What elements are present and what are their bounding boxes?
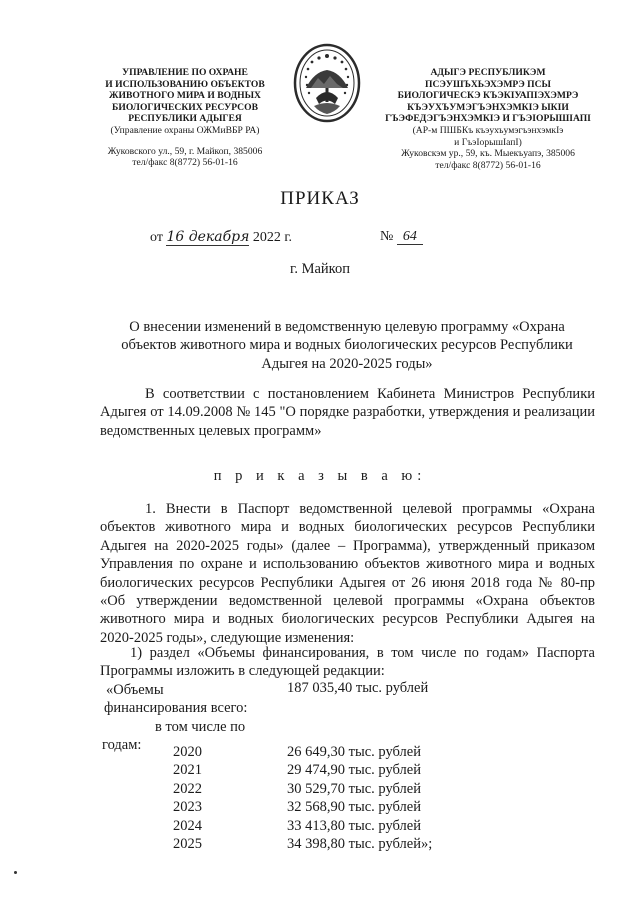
header-left-line: ЖИВОТНОГО МИРА И ВОДНЫХ [109,90,261,102]
order-number [380,229,423,245]
year-label: 2021 [173,762,202,779]
date-suffix: 2022 г. [252,230,293,245]
header-left-line: И ИСПОЛЬЗОВАНИЮ ОБЪЕКТОВ [105,78,265,90]
financing-year-row [100,744,500,762]
order-word: п р и к а з ы в а ю: [213,468,427,484]
year-value: 30 529,70 тыс. рублей [287,780,421,797]
header-right-line: КЪЭУХЪУМЭГЪЭНХЭМКIЭ ЫКIИ [407,101,569,113]
number-handwritten: 64 [397,229,423,245]
order-date [150,229,292,246]
header-right-phone: тел/факс 8(8772) 56-01-16 [435,159,541,171]
republic-emblem-icon [292,42,362,124]
financing-label-line: «Объемы [106,682,164,698]
header-right-short-name: (АР-м ПШБКъ къэухъумэгъэнхэмкIэ [412,124,564,136]
year-value: 33 413,80 тыс. рублей [287,817,421,834]
header-left-line: УПРАВЛЕНИЕ ПО ОХРАНЕ [122,67,248,78]
year-label: 2025 [173,836,202,852]
financing-label-line: в том числе по [155,718,246,735]
header-left-phone: тел/факс 8(8772) 56-01-16 [132,157,238,169]
header-left-line: БИОЛОГИЧЕСКИХ РЕСУРСОВ [112,101,258,113]
financing-year-row [100,799,500,817]
header-right-line: ПСЭУШЪХЬЭХЭМРЭ ПСЫ [425,78,551,90]
header-right-block [378,67,598,171]
financing-year-row [100,818,500,836]
preamble-paragraph: В соответствии с постановлением Кабинета Министров Республики Адыгея от 14.09.2008 № 145 "О порядке разработки, утверждения и реализации ведомственных целевых программ» [100,386,595,439]
document-title: ПРИКАЗ [280,188,360,209]
financing-label-line: годам: [102,737,142,754]
header-right-line: АДЫГЭ РЕСПУБЛИКЭМ [430,67,546,78]
year-label: 2023 [173,799,202,816]
header-right-address: Жуковскэм ур., 59, къ. Мыекъуапэ, 385006 [401,148,575,160]
date-handwritten: 16 декабря [166,229,250,245]
header-left-block [80,67,290,169]
scan-speck [14,871,17,874]
date-prefix: от [150,230,163,245]
year-label: 2022 [173,780,202,797]
header-right-line: БИОЛОГИЧЕСКЭ КЪЭКIУАПIЭХЭМРЭ [397,90,579,102]
year-value: 26 649,30 тыс. рублей [287,744,421,760]
header-left-address: Жуковского ул., 59, г. Майкоп, 385006 [107,145,263,157]
year-value: 29 474,90 тыс. рублей [287,762,421,779]
year-label: 2020 [173,744,202,760]
year-value: 32 568,90 тыс. рублей [287,799,421,816]
item-1-1-paragraph: 1) раздел «Объемы финансирования, в том числе по годам» Паспорта Программы изложить в следующей редакции: [100,645,595,680]
financing-label-line: финансирования всего: [104,700,248,717]
header-left-line: РЕСПУБЛИКИ АДЫГЕЯ [128,113,242,125]
financing-year-row [100,836,500,854]
header-right-short-name: и ГъэIорышIапI) [454,136,522,148]
number-prefix: № [380,229,394,244]
year-value: 34 398,80 тыс. рублей»; [287,836,433,852]
financing-year-row [100,762,500,780]
financing-total: 187 035,40 тыс. рублей [287,680,429,696]
financing-year-row [100,781,500,799]
header-left-short-name: (Управление охраны ОЖМиВБР РА) [110,124,260,136]
year-label: 2024 [173,817,202,834]
item-1-paragraph: 1. Внести в Паспорт ведомственной целевой программы «Охрана объектов животного мира и водных биологических ресурсов Республики Адыгея на 2020-2025 годы» (далее – Программа), утвержденный приказом Управления по охране и использованию объектов животного мира и водных биологических ресурсов Республики Адыгея от 26 июня 2018 года № 80-пр «Об утверждении ведомственной целевой программы «Охрана объектов животного мира и водных биологических ресурсов Республики Адыгея на 2020-2025 годы», следующие изменения: [100,501,595,646]
city: г. Майкоп [290,261,350,277]
order-subject: О внесении изменений в ведомственную целевую программу «Охрана объектов животного мира и водных биологических ресурсов Республики Адыгея на 2020-2025 годы» [121,319,573,372]
header-right-line: ГЪЭФЕДЭГЪЭНХЭМКIЭ И ГЪЭIОРЫШIАПI [385,113,591,125]
